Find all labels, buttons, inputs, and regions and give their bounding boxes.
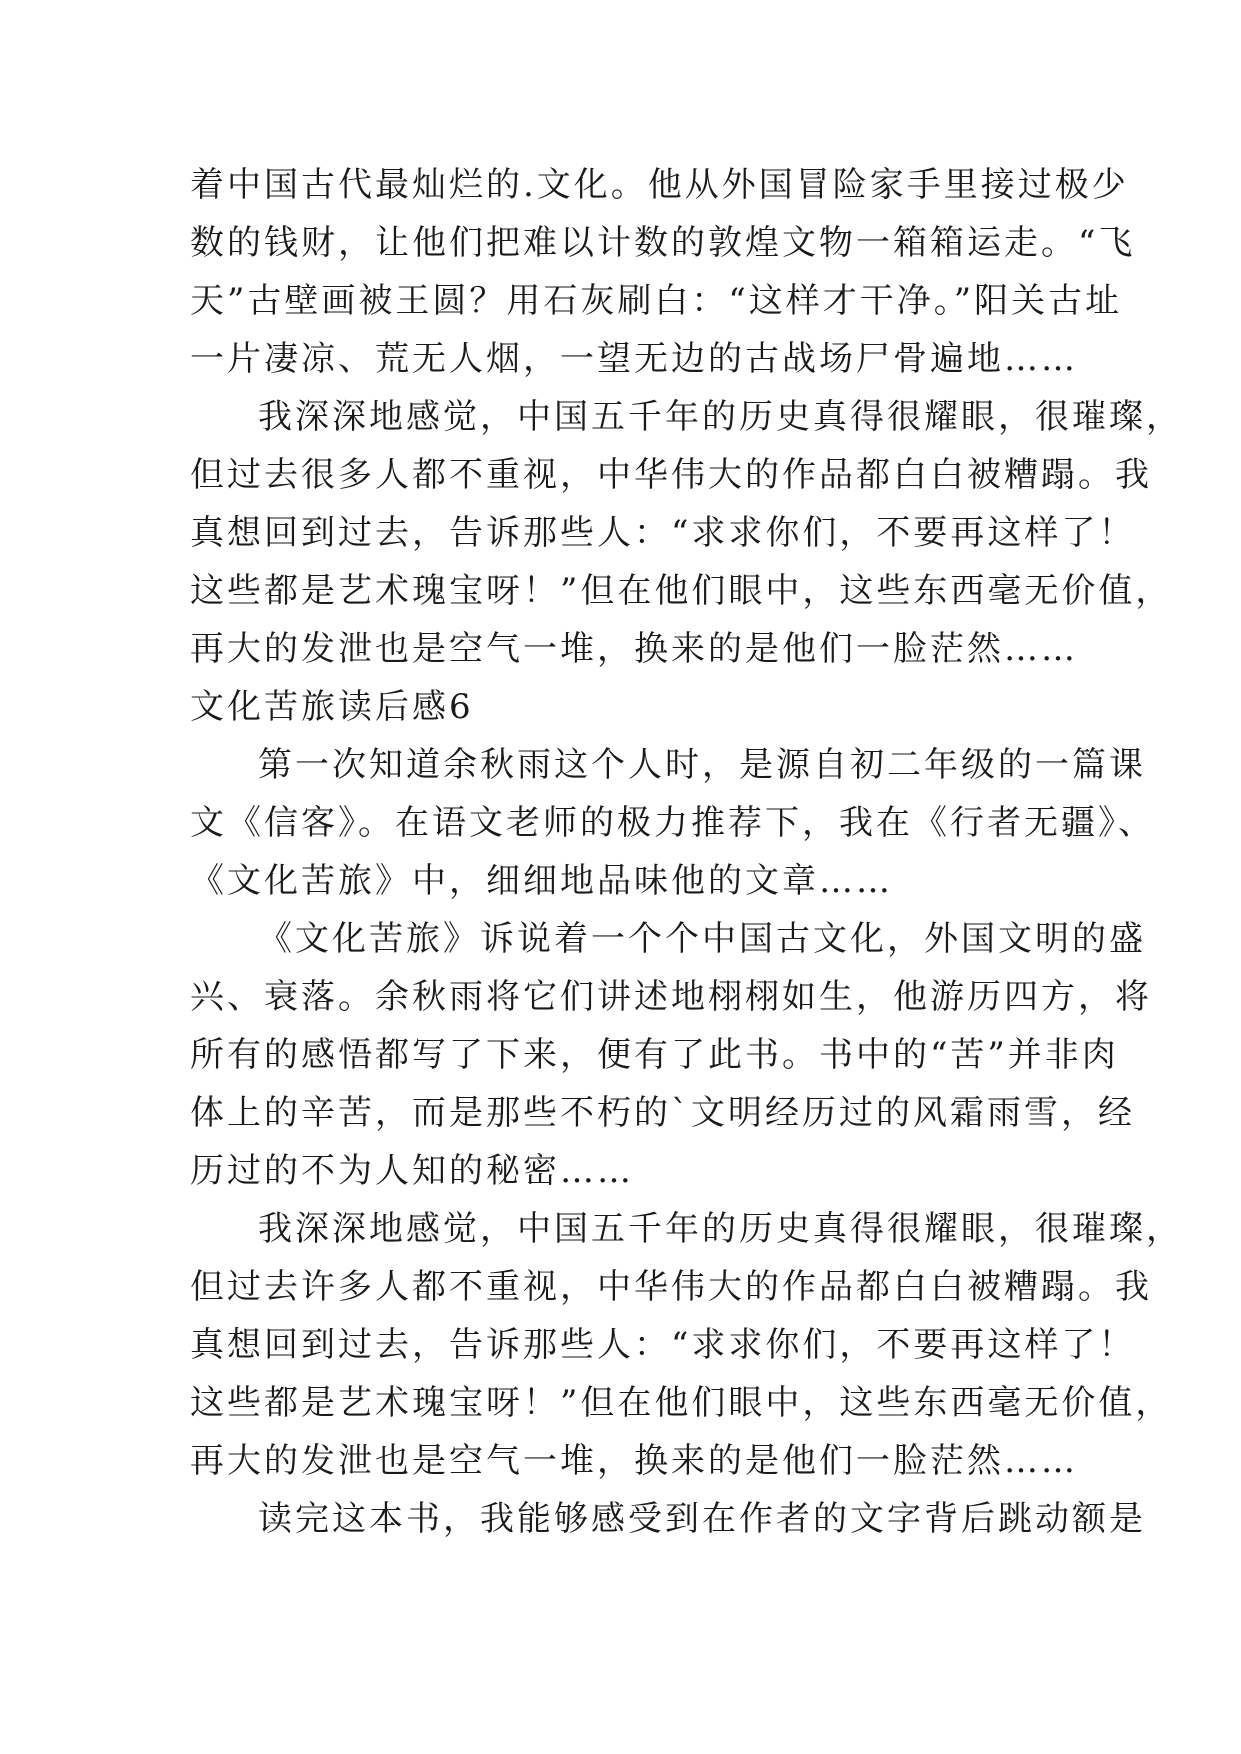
paragraph-start-line: 我深深地感觉，中国五千年的历史真得很耀眼，很璀璨， bbox=[258, 1209, 1183, 1249]
text-line: 所有的感悟都写了下来，便有了此书。书中的“苦”并非肉 bbox=[190, 1035, 1119, 1075]
paragraph-start-line: 读完这本书，我能够感受到在作者的文字背后跳动额是 bbox=[258, 1499, 1146, 1539]
text-line: 真想回到过去，告诉那些人：“求求你们，不要再这样了！ bbox=[190, 1325, 1136, 1365]
text-line: 再大的发泄也是空气一堆，换来的是他们一脸茫然…… bbox=[190, 629, 1078, 669]
text-line: 真想回到过去，告诉那些人：“求求你们，不要再这样了！ bbox=[190, 513, 1136, 553]
text-line: 再大的发泄也是空气一堆，换来的是他们一脸茫然…… bbox=[190, 1441, 1078, 1481]
paragraph-start-line: 第一次知道余秋雨这个人时，是源自初二年级的一篇课 bbox=[258, 745, 1146, 785]
text-line: 体上的辛苦，而是那些不朽的`文明经历过的风霜雨雪，经 bbox=[190, 1093, 1135, 1133]
text-line: 这些都是艺术瑰宝呀！”但在他们眼中，这些东西毫无价值， bbox=[190, 571, 1173, 611]
paragraph-start-line: 我深深地感觉，中国五千年的历史真得很耀眼，很璀璨， bbox=[258, 397, 1183, 437]
text-line: 天”古壁画被王圆？用石灰刷白：“这样才干净。”阳关古址 bbox=[190, 281, 1123, 321]
text-line: 这些都是艺术瑰宝呀！”但在他们眼中，这些东西毫无价值， bbox=[190, 1383, 1173, 1423]
text-line: 一片凄凉、荒无人烟，一望无边的古战场尸骨遍地…… bbox=[190, 339, 1078, 379]
section-heading: 文化苦旅读后感6 bbox=[190, 687, 474, 727]
text-line: 数的钱财，让他们把难以计数的敦煌文物一箱箱运走。“飞 bbox=[190, 223, 1136, 263]
text-line: 《文化苦旅》中，细细地品味他的文章…… bbox=[190, 861, 893, 901]
text-line: 但过去很多人都不重视，中华伟大的作品都白白被糟蹋。我 bbox=[190, 455, 1152, 495]
text-line: 兴、衰落。余秋雨将它们讲述地栩栩如生，他游历四方，将 bbox=[190, 977, 1152, 1017]
paragraph-start-line: 《文化苦旅》诉说着一个个中国古文化，外国文明的盛 bbox=[258, 919, 1146, 959]
text-line: 文《信客》。在语文老师的极力推荐下，我在《行者无疆》、 bbox=[190, 803, 1155, 843]
text-line: 但过去许多人都不重视，中华伟大的作品都白白被糟蹋。我 bbox=[190, 1267, 1152, 1307]
text-line: 历过的不为人知的秘密…… bbox=[190, 1151, 634, 1191]
text-line: 着中国古代最灿烂的.文化。他从外国冒险家手里接过极少 bbox=[190, 165, 1129, 205]
